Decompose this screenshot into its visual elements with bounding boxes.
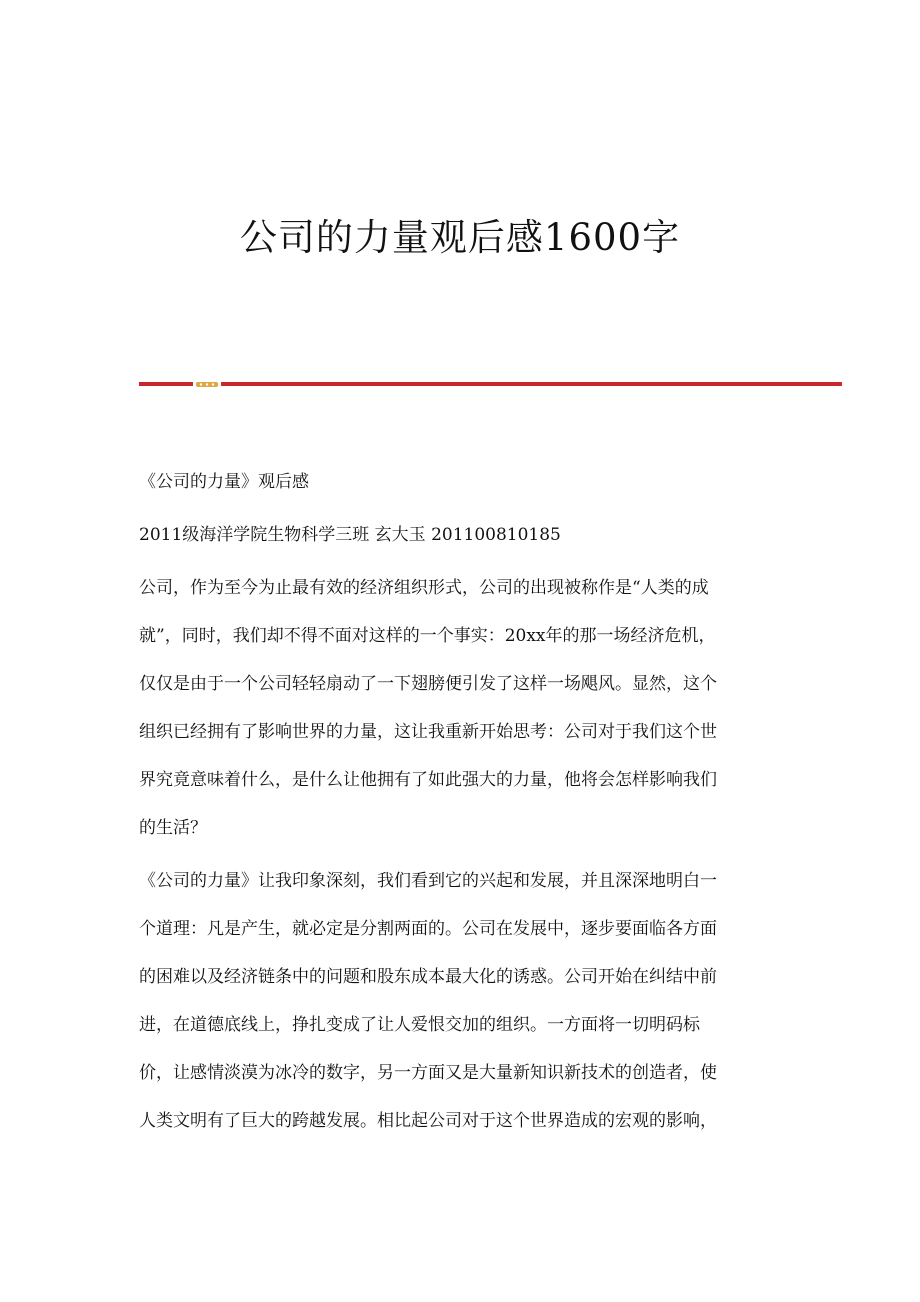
paragraph-1 [139, 572, 779, 845]
paragraph-line: 就”，同时，我们却不得不面对这样的一个事实：20xx年的那一场经济危机， [139, 626, 716, 646]
paragraph-line: 价，让感情淡漠为冰冷的数字，另一方面又是大量新知识新技术的创造者，使 [139, 1063, 717, 1083]
paragraph-line: 仅仅是由于一个公司轻轻扇动了一下翅膀便引发了这样一场飓风。显然，这个 [139, 674, 717, 694]
divider-bar-left [139, 382, 193, 386]
paragraph-line: 公司，作为至今为止最有效的经济组织形式，公司的出现被称作是“人类的成 [139, 578, 709, 598]
paragraph-line: 进，在道德底线上，挣扎变成了让人爱恨交加的组织。一方面将一切明码标 [139, 1015, 700, 1035]
title-divider [139, 380, 842, 388]
document-title: 公司的力量观后感1600字 [239, 216, 681, 259]
paragraph-line: 的生活？ [139, 818, 207, 838]
divider-bar-right [221, 382, 842, 386]
subtitle: 《公司的力量》观后感 [139, 472, 309, 492]
paragraph-2 [139, 865, 779, 1138]
divider-ornament-icon [196, 381, 218, 388]
paragraph-line: 组织已经拥有了影响世界的力量，这让我重新开始思考：公司对于我们这个世 [139, 722, 717, 742]
paragraph-line: 界究竟意味着什么，是什么让他拥有了如此强大的力量，他将会怎样影响我们 [139, 770, 717, 790]
paragraph-line: 的困难以及经济链条中的问题和股东成本最大化的诱惑。公司开始在纠结中前 [139, 967, 717, 987]
paragraph-line: 《公司的力量》让我印象深刻，我们看到它的兴起和发展，并且深深地明白一 [139, 871, 717, 891]
author-line: 2011级海洋学院生物科学三班 玄大玉 201100810185 [139, 525, 561, 545]
paragraph-line: 个道理：凡是产生，就必定是分割两面的。公司在发展中，逐步要面临各方面 [139, 919, 717, 939]
document-body [139, 466, 779, 1138]
paragraph-line: 人类文明有了巨大的跨越发展。相比起公司对于这个世界造成的宏观的影响， [139, 1111, 717, 1131]
